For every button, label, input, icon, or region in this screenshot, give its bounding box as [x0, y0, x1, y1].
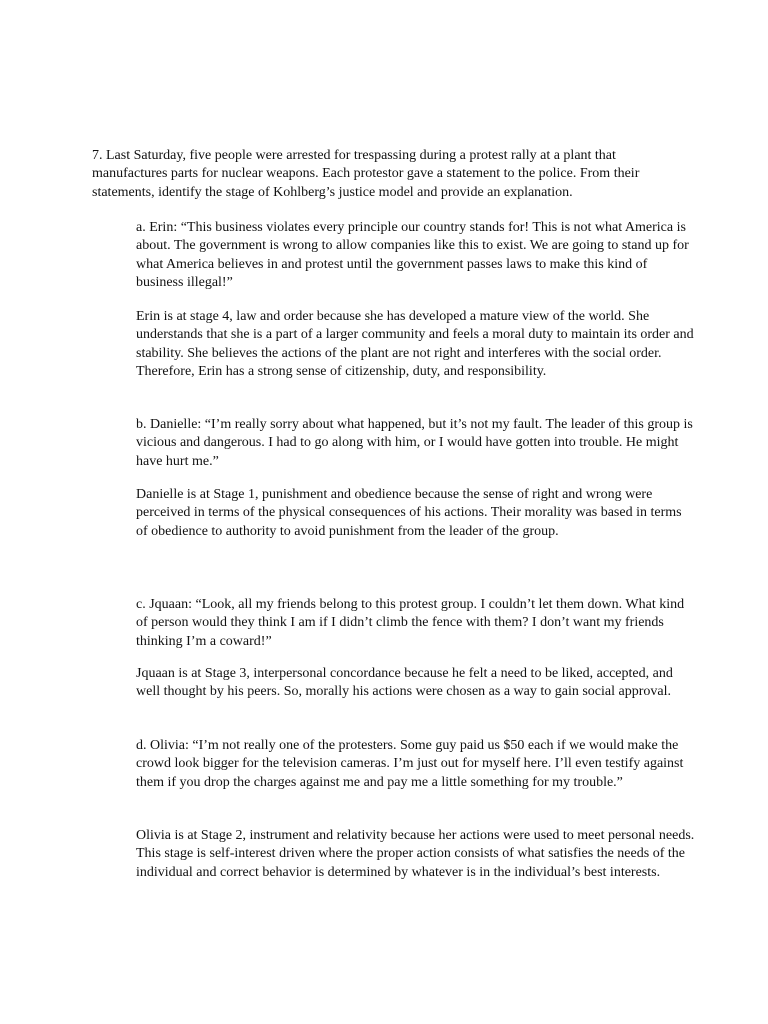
statement-jquaan: c. Jquaan: “Look, all my friends belong to this protest group. I couldn’t let them down. What kind of person would they think I am if I didn’t climb the fence with them? I don’t want my friends thinking I’m a coward!”	[136, 597, 685, 649]
answer-danielle: Danielle is at Stage 1, punishment and obedience because the sense of right and wrong were perceived in terms of the physical consequences of his actions. Their morality was based in terms of obedience to authority to avoid punishment from the leader of the group.	[136, 487, 682, 539]
answer-olivia: Olivia is at Stage 2, instrument and relativity because her actions were used to meet personal needs. This stage is self-interest driven where the proper action consists of what satisfies the needs of the individual and correct behavior is determined by whatever is in the individual’s best interests.	[136, 828, 695, 880]
answer-erin: Erin is at stage 4, law and order because she has developed a mature view of the world. She understands that she is a part of a larger community and feels a moral duty to maintain its order and stability. She believes the actions of the plant are not right and interferes with the social order. Therefore, Erin has a strong sense of citizenship, duty, and responsibility.	[136, 309, 694, 379]
statement-danielle: b. Danielle: “I’m really sorry about what happened, but it’s not my fault. The leader of this group is vicious and dangerous. I had to go along with him, or I would have gotten into trouble. He might have hurt me.”	[136, 417, 693, 469]
statement-olivia: d. Olivia: “I’m not really one of the protesters. Some guy paid us $50 each if we would make the crowd look bigger for the television cameras. I’m just out for myself here. I’ll even testify against them if you drop the charges against me and pay me a little something for my trouble.”	[136, 738, 684, 790]
answer-jquaan: Jquaan is at Stage 3, interpersonal concordance because he felt a need to be liked, accepted, and well thought by his peers. So, morally his actions were chosen as a way to gain social approval.	[136, 666, 673, 700]
question-prompt: 7. Last Saturday, five people were arrested for trespassing during a protest rally at a plant that manufactures parts for nuclear weapons. Each protestor gave a statement to the police. From their statements, identify the stage of Kohlberg’s justice model and provide an explanation.	[92, 148, 640, 200]
statement-erin: a. Erin: “This business violates every principle our country stands for! This is not what America is about. The government is wrong to allow companies like this to exist. We are going to stand up for what America believes in and protest until the government passes laws to make this kind of business illegal!”	[136, 220, 689, 290]
